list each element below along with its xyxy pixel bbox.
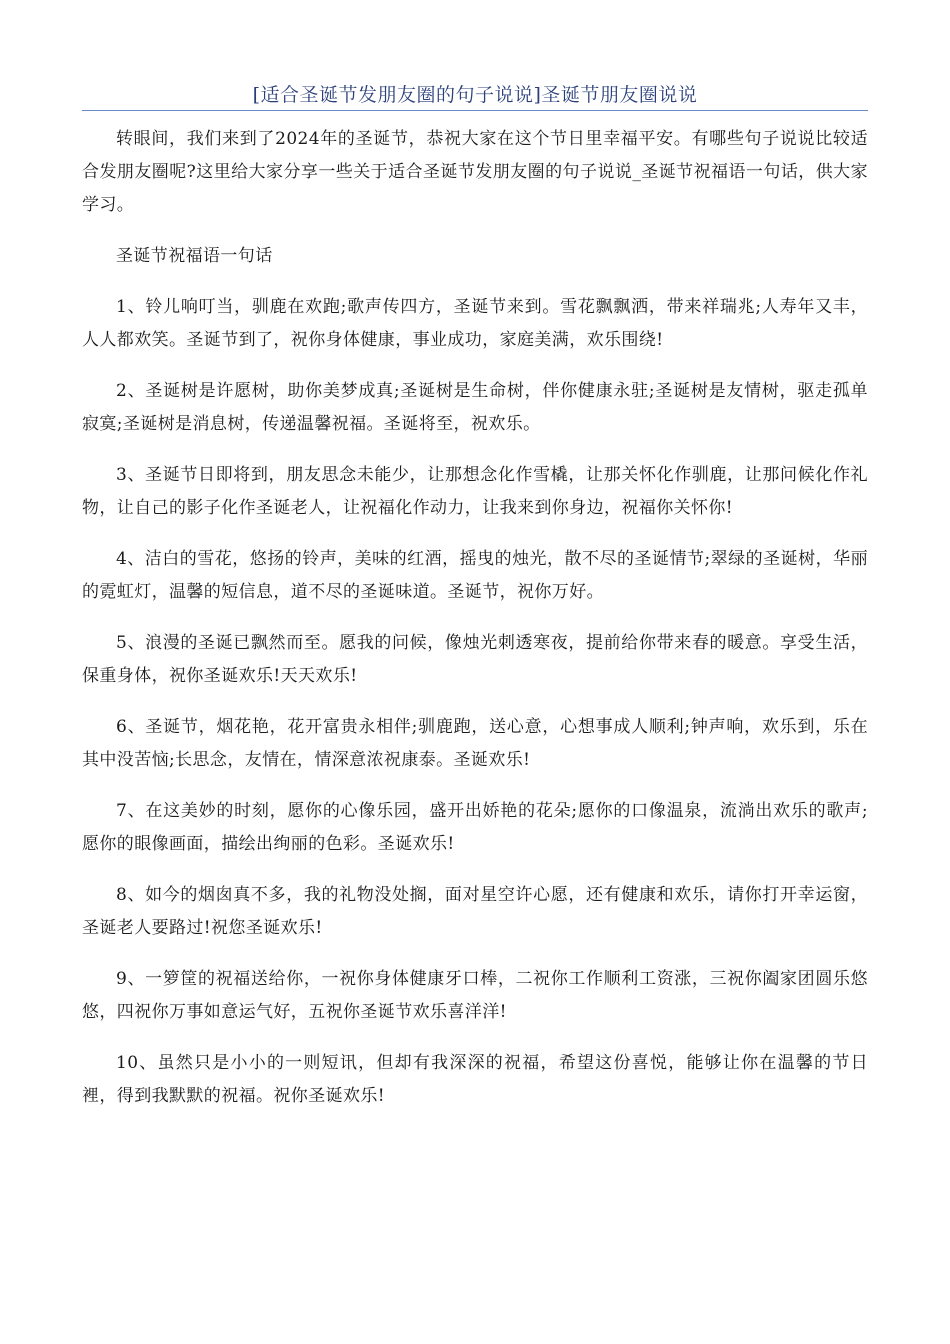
document-title: [适合圣诞节发朋友圈的句子说说]圣诞节朋友圈说说 <box>252 84 698 106</box>
list-item: 6、圣诞节，烟花艳，花开富贵永相伴;驯鹿跑，送心意，心想事成人顺利;钟声响，欢乐到，乐在其中没苦恼;长思念，友情在，情深意浓祝康泰。圣诞欢乐! <box>82 717 868 770</box>
document-page <box>82 0 868 1131</box>
section-heading: 圣诞节祝福语一句话 <box>116 246 273 266</box>
list-item: 7、在这美妙的时刻，愿你的心像乐园，盛开出娇艳的花朵;愿你的口像温泉，流淌出欢乐的歌声;愿你的眼像画面，描绘出绚丽的色彩。圣诞欢乐! <box>82 801 868 854</box>
list-item: 2、圣诞树是许愿树，助你美梦成真;圣诞树是生命树，伴你健康永驻;圣诞树是友情树，驱走孤单寂寞;圣诞树是消息树，传递温馨祝福。圣诞将至，祝欢乐。 <box>82 381 868 434</box>
document-body <box>82 123 868 1113</box>
list-item: 5、浪漫的圣诞已飘然而至。愿我的问候，像烛光刺透寒夜，提前给你带来春的暖意。享受生活，保重身体，祝你圣诞欢乐!天天欢乐! <box>82 633 868 686</box>
list-item: 3、圣诞节日即将到，朋友思念未能少，让那想念化作雪橇，让那关怀化作驯鹿，让那问候化作礼物，让自己的影子化作圣诞老人，让祝福化作动力，让我来到你身边，祝福你关怀你! <box>82 465 868 518</box>
intro-paragraph: 转眼间，我们来到了2024年的圣诞节，恭祝大家在这个节日里幸福平安。有哪些句子说说比较适合发朋友圈呢?这里给大家分享一些关于适合圣诞节发朋友圈的句子说说_圣诞节祝福语一句话，供大家学习。 <box>82 129 868 215</box>
list-item: 4、洁白的雪花，悠扬的铃声，美味的红酒，摇曳的烛光，散不尽的圣诞情节;翠绿的圣诞树，华丽的霓虹灯，温馨的短信息，道不尽的圣诞味道。圣诞节，祝你万好。 <box>82 549 868 602</box>
list-item: 9、一箩筐的祝福送给你，一祝你身体健康牙口棒，二祝你工作顺利工资涨，三祝你阖家团圆乐悠悠，四祝你万事如意运气好，五祝你圣诞节欢乐喜洋洋! <box>82 969 868 1022</box>
list-item: 1、铃儿响叮当，驯鹿在欢跑;歌声传四方，圣诞节来到。雪花飘飘洒，带来祥瑞兆;人寿年又丰，人人都欢笑。圣诞节到了，祝你身体健康，事业成功，家庭美满，欢乐围绕! <box>82 297 868 350</box>
title-divider <box>82 110 868 111</box>
list-item: 10、虽然只是小小的一则短讯，但却有我深深的祝福，希望这份喜悦，能够让你在温馨的节日裡，得到我默默的祝福。祝你圣诞欢乐! <box>82 1053 868 1106</box>
list-item: 8、如今的烟囱真不多，我的礼物没处搁，面对星空许心愿，还有健康和欢乐，请你打开幸运窗，圣诞老人要路过!祝您圣诞欢乐! <box>82 885 868 938</box>
